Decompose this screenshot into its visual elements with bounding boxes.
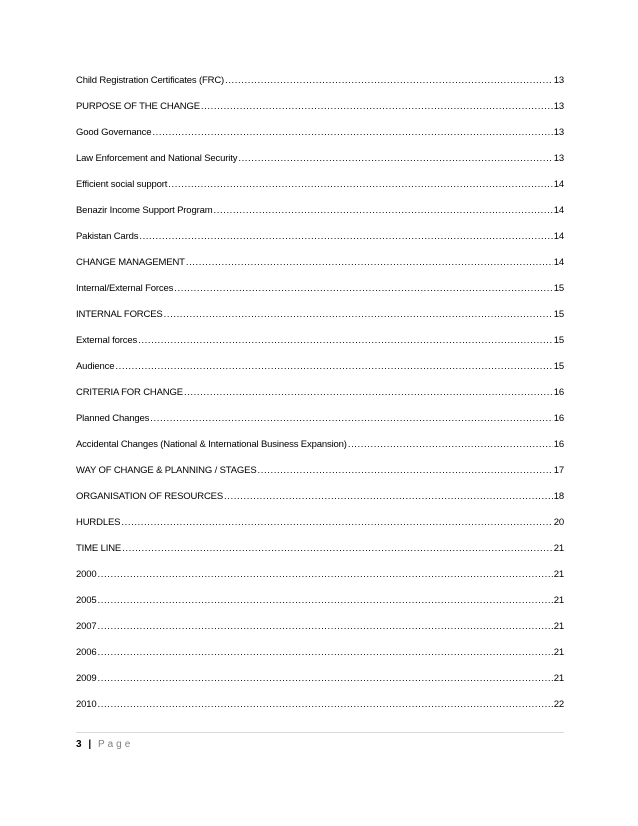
toc-dot-leader (168, 176, 552, 194)
toc-entry-page: 17 (553, 465, 564, 476)
toc-dot-leader (115, 358, 552, 376)
toc-entry-page: 14 (553, 257, 564, 268)
toc-entry-title: Pakistan Cards (76, 231, 139, 242)
toc-entry-page: 15 (553, 309, 564, 320)
toc-entry[interactable] (76, 254, 564, 280)
toc-entry-page: 14 (553, 205, 564, 216)
toc-dot-leader (98, 644, 553, 662)
toc-dot-leader (150, 410, 552, 428)
toc-entry-page: 21 (553, 595, 564, 606)
toc-dot-leader (121, 514, 552, 532)
toc-dot-leader (98, 592, 553, 610)
toc-dot-leader (258, 462, 553, 480)
toc-entry[interactable] (76, 618, 564, 644)
toc-entry-page: 14 (553, 231, 564, 242)
toc-dot-leader (213, 202, 552, 220)
toc-entry-title: Child Registration Certificates (FRC) (76, 75, 225, 86)
toc-entry-page: 20 (553, 517, 564, 528)
toc-entry-page: 15 (553, 361, 564, 372)
toc-entry-title: ORGANISATION OF RESOURCES (76, 491, 224, 502)
toc-entry-title: Good Governance (76, 127, 152, 138)
toc-entry[interactable] (76, 228, 564, 254)
toc-entry-title: INTERNAL FORCES (76, 309, 163, 320)
toc-entry-page: 21 (553, 543, 564, 554)
toc-dot-leader (98, 566, 553, 584)
toc-entry-title: CRITERIA FOR CHANGE (76, 387, 183, 398)
toc-entry-title: External forces (76, 335, 138, 346)
toc-entry-title: 2009 (76, 673, 97, 684)
toc-entry-title: 2010 (76, 699, 97, 710)
toc-entry-page: 14 (553, 179, 564, 190)
toc-entry[interactable] (76, 410, 564, 436)
toc-entry-page: 13 (553, 153, 564, 164)
toc-entry-title: HURDLES (76, 517, 121, 528)
toc-entry-page: 21 (553, 621, 564, 632)
toc-entry[interactable] (76, 462, 564, 488)
toc-dot-leader (122, 540, 553, 558)
toc-entry-page: 13 (553, 75, 564, 86)
toc-dot-leader (98, 696, 553, 714)
toc-dot-leader (98, 670, 553, 688)
toc-entry-page: 16 (553, 439, 564, 450)
table-of-contents (76, 72, 564, 722)
toc-dot-leader (186, 254, 553, 272)
toc-entry[interactable] (76, 696, 564, 722)
toc-entry-page: 15 (553, 283, 564, 294)
toc-entry-page: 18 (553, 491, 564, 502)
page-number: 3 (76, 739, 82, 750)
toc-entry[interactable] (76, 124, 564, 150)
toc-dot-leader (184, 384, 553, 402)
toc-entry[interactable] (76, 514, 564, 540)
toc-entry-title: 2000 (76, 569, 97, 580)
toc-entry-page: 16 (553, 387, 564, 398)
toc-entry-page: 21 (553, 673, 564, 684)
toc-entry-title: 2006 (76, 647, 97, 658)
toc-entry-page: 16 (553, 413, 564, 424)
toc-entry[interactable] (76, 176, 564, 202)
toc-entry-title: Law Enforcement and National Security (76, 153, 238, 164)
toc-entry-page: 22 (553, 699, 564, 710)
toc-entry-page: 13 (553, 101, 564, 112)
toc-entry-title: CHANGE MANAGEMENT (76, 257, 185, 268)
toc-dot-leader (201, 98, 553, 116)
toc-entry[interactable] (76, 384, 564, 410)
toc-entry[interactable] (76, 358, 564, 384)
toc-dot-leader (138, 332, 553, 350)
page-word: Page (97, 739, 134, 750)
toc-entry-title: Audience (76, 361, 115, 372)
toc-entry[interactable] (76, 332, 564, 358)
toc-entry[interactable] (76, 436, 564, 462)
toc-entry-title: Internal/External Forces (76, 283, 174, 294)
toc-dot-leader (164, 306, 553, 324)
toc-entry-title: TIME LINE (76, 543, 122, 554)
toc-dot-leader (98, 618, 553, 636)
toc-entry[interactable] (76, 540, 564, 566)
toc-entry[interactable] (76, 670, 564, 696)
toc-dot-leader (225, 72, 553, 90)
toc-dot-leader (152, 124, 552, 142)
toc-dot-leader (348, 436, 553, 454)
toc-entry[interactable] (76, 202, 564, 228)
toc-entry-title: 2005 (76, 595, 97, 606)
toc-entry[interactable] (76, 488, 564, 514)
toc-entry-page: 21 (553, 569, 564, 580)
toc-entry-title: PURPOSE OF THE CHANGE (76, 101, 200, 112)
toc-entry[interactable] (76, 150, 564, 176)
toc-entry-page: 21 (553, 647, 564, 658)
toc-entry-title: Planned Changes (76, 413, 150, 424)
toc-dot-leader (238, 150, 552, 168)
toc-entry-page: 13 (553, 127, 564, 138)
toc-entry[interactable] (76, 644, 564, 670)
toc-dot-leader (224, 488, 553, 506)
toc-entry-title: 2007 (76, 621, 97, 632)
page-footer (76, 732, 564, 752)
toc-entry-page: 15 (553, 335, 564, 346)
toc-entry-title: Accidental Changes (National & International Business Expansion) (76, 439, 347, 450)
toc-entry[interactable] (76, 306, 564, 332)
toc-entry[interactable] (76, 72, 564, 98)
toc-entry[interactable] (76, 566, 564, 592)
toc-entry[interactable] (76, 280, 564, 306)
toc-dot-leader (139, 228, 552, 246)
toc-entry[interactable] (76, 98, 564, 124)
toc-entry[interactable] (76, 592, 564, 618)
toc-entry-title: WAY OF CHANGE & PLANNING / STAGES (76, 465, 257, 476)
toc-dot-leader (174, 280, 552, 298)
footer-separator: | (88, 739, 92, 750)
toc-entry-title: Efficient social support (76, 179, 168, 190)
toc-entry-title: Benazir Income Support Program (76, 205, 213, 216)
